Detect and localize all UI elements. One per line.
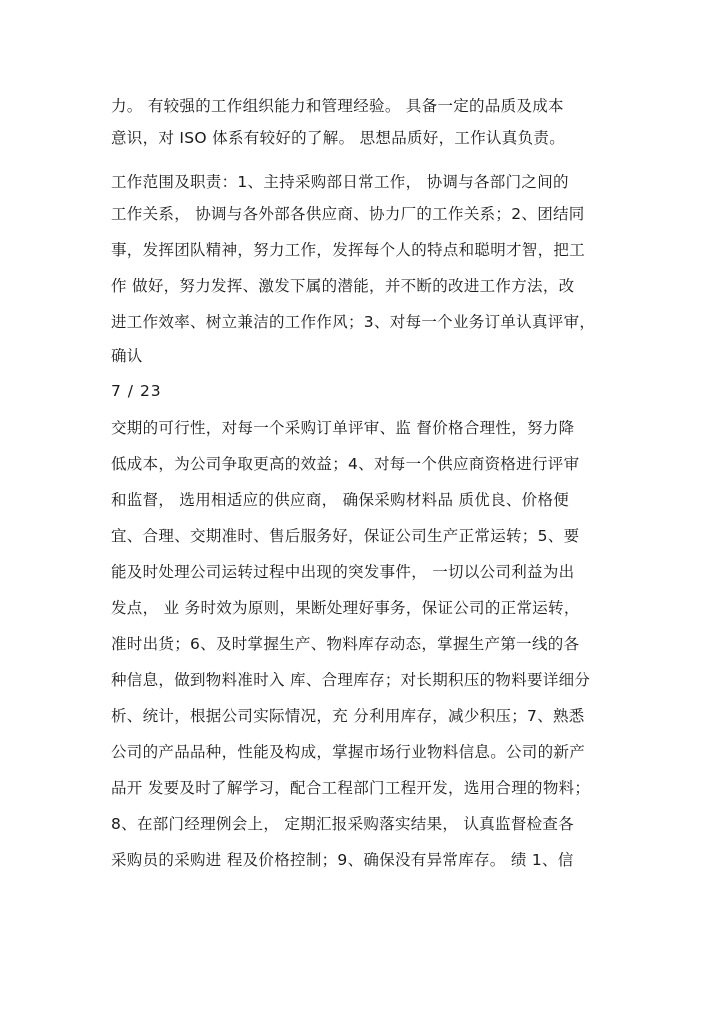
text-line: 准时出货；6、及时掌握生产、物料库存动态，掌握生产第一线的各 bbox=[111, 635, 580, 653]
text-line: 析、统计，根据公司实际情况，充 分利用库存，减少积压；7、熟悉 bbox=[111, 707, 585, 725]
text-line: 进工作效率、树立兼洁的工作作风；3、对每一个业务订单认真评审， bbox=[111, 313, 596, 331]
text-line: 工作范围及职责：1、主持采购部日常工作， 协调与各部门之间的 bbox=[111, 173, 569, 191]
text-line: 采购员的采购进 程及价格控制；9、确保没有异常库存。 绩 1、信 bbox=[111, 851, 574, 869]
text-line: 工作关系， 协调与各外部各供应商、协力厂的工作关系；2、团结同 bbox=[111, 205, 585, 223]
text-line: 种信息，做到物料准时入 库、合理库存；对长期积压的物料要详细分 bbox=[111, 671, 591, 689]
text-line: 事，发挥团队精神，努力工作，发挥每个人的特点和聪明才智，把工 bbox=[111, 241, 586, 259]
text-line: 和监督， 选用相适应的供应商， 确保采购材料品 质优良、价格便 bbox=[111, 491, 570, 509]
text-line: 确认 bbox=[111, 347, 143, 365]
text-line: 作 做好，努力发挥、激发下属的潜能，并不断的改进工作方法，改 bbox=[111, 277, 575, 295]
text-line: 发点， 业 务时效为原则，果断处理好事务，保证公司的正常运转， bbox=[111, 599, 580, 617]
text-line: 8、在部门经理例会上， 定期汇报采购落实结果， 认真监督检查各 bbox=[111, 815, 575, 833]
text-line: 意识，对 ISO 体系有较好的了解。 思想品质好，工作认真负责。 bbox=[111, 129, 565, 147]
text-line: 低成本，为公司争取更高的效益；4、对每一个供应商资格进行评审 bbox=[111, 455, 580, 473]
page-number: 7 / 23 bbox=[111, 382, 162, 400]
text-line: 力。 有较强的工作组织能力和管理经验。 具备一定的品质及成本 bbox=[111, 97, 564, 115]
text-line: 交期的可行性，对每一个采购订单评审、监 督价格合理性，努力降 bbox=[111, 419, 575, 437]
text-line: 品开 发要及时了解学习，配合工程部门工程开发，选用合理的物料； bbox=[111, 779, 591, 797]
text-line: 公司的产品品种，性能及构成，掌握市场行业物料信息。公司的新产 bbox=[111, 743, 586, 761]
text-line: 能及时处理公司运转过程中出现的突发事件， 一切以公司利益为出 bbox=[111, 563, 575, 581]
text-line: 宜、合理、交期准时、售后服务好，保证公司生产正常运转；5、要 bbox=[111, 527, 580, 545]
